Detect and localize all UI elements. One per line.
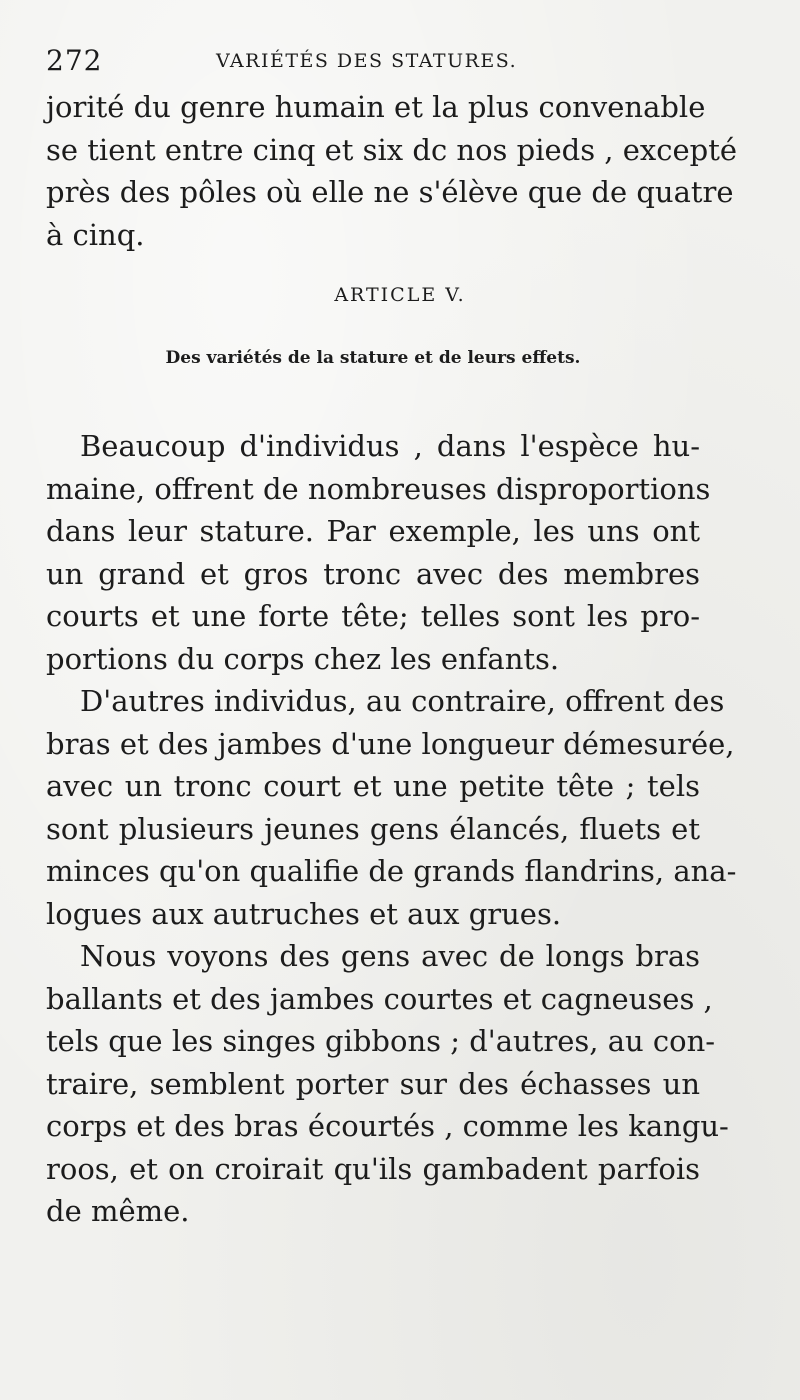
text-line: Nous voyons des gens avec de longs bras xyxy=(80,939,700,973)
text-line: roos, et on croirait qu'ils gambadent parfois xyxy=(46,1151,700,1186)
text-line: bras et des jambes d'une longueur démesurée, xyxy=(46,726,735,761)
text-line: jorité du genre humain et la plus convenable xyxy=(46,90,706,124)
text-line: logues aux autruches et aux grues. xyxy=(46,896,562,931)
text-line: ballants et des jambes courtes et cagneuses , xyxy=(46,981,713,1016)
text-line: à cinq. xyxy=(46,217,145,252)
text-line: corps et des bras écourtés , comme les kangu- xyxy=(46,1109,729,1143)
text-line: courts et une forte tête; telles sont les pro- xyxy=(46,599,700,633)
top-paragraph xyxy=(46,86,738,256)
text-line: près des pôles où elle ne s'élève que de quatre xyxy=(46,175,734,209)
text-line: traire, semblent porter sur des échasses un xyxy=(46,1066,700,1101)
text-line: D'autres individus, au contraire, offrent des xyxy=(80,684,725,718)
text-line: sont plusieurs jeunes gens élancés, fluets et xyxy=(46,811,700,846)
text-line: avec un tronc court et une petite tête ; tels xyxy=(46,769,700,803)
page-number: 272 xyxy=(46,44,103,77)
text-line: de même. xyxy=(46,1194,190,1228)
text-line: Beaucoup d'individus , dans l'espèce hu- xyxy=(80,429,700,463)
text-line: dans leur stature. Par exemple, les uns ont xyxy=(46,514,700,548)
text-line: tels que les singes gibbons ; d'autres, au con- xyxy=(46,1024,716,1058)
article-title: ARTICLE V. xyxy=(334,284,466,306)
text-line: maine, offrent de nombreuses disproportions xyxy=(46,471,711,506)
text-line: un grand et gros tronc avec des membres xyxy=(46,556,700,591)
text-line: minces qu'on qualifie de grands flandrins, ana- xyxy=(46,854,737,888)
article-subtitle: Des variétés de la stature et de leurs effets. xyxy=(165,348,581,368)
text-line: se tient entre cinq et six dc nos pieds , excepté xyxy=(46,132,738,167)
article-body xyxy=(46,425,737,1233)
page-header xyxy=(46,44,700,78)
text-line: portions du corps chez les enfants. xyxy=(46,641,560,676)
running-head: VARIÉTÉS DES STATURES. xyxy=(216,50,518,72)
